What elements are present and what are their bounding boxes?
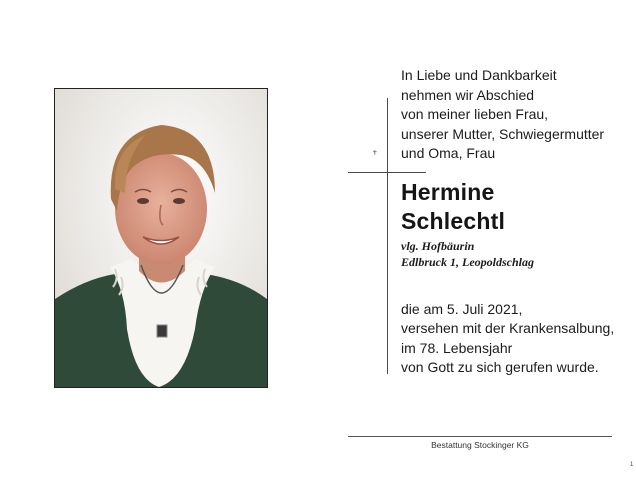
address: Edlbruck 1, Leopoldschlag (401, 254, 535, 269)
obituary-text (401, 66, 631, 378)
last-name: Schlechtl (401, 207, 506, 234)
death-line: die am 5. Juli 2021, (401, 300, 523, 317)
portrait-icon (55, 89, 267, 387)
corner-mark: 1 (630, 462, 634, 468)
intro-line: unserer Mutter, Schwiegermutter (401, 125, 605, 142)
death-line: von Gott zu sich gerufen wurde. (401, 359, 599, 375)
cross-vertical-line (387, 98, 388, 374)
intro-line: von meiner lieben Frau, (401, 106, 549, 122)
footer-divider (348, 436, 612, 437)
death-line: versehen mit der Krankensalbung, (401, 320, 615, 336)
first-name: Hermine (401, 178, 495, 205)
death-notice (401, 300, 631, 378)
details-block (401, 238, 631, 270)
portrait-photo (54, 88, 268, 388)
funeral-home: Bestattung Stockinger KG (431, 440, 529, 450)
intro-line: In Liebe und Dankbarkeit (401, 67, 557, 83)
nickname: vlg. Hofbäurin (401, 238, 475, 253)
cross-icon: ✝ (372, 150, 378, 157)
intro-line: und Oma, Frau (401, 145, 496, 161)
intro-line: nehmen wir Abschied (401, 86, 535, 103)
death-line: im 78. Lebensjahr (401, 339, 513, 356)
name-block (401, 178, 631, 236)
intro-block (401, 66, 631, 164)
